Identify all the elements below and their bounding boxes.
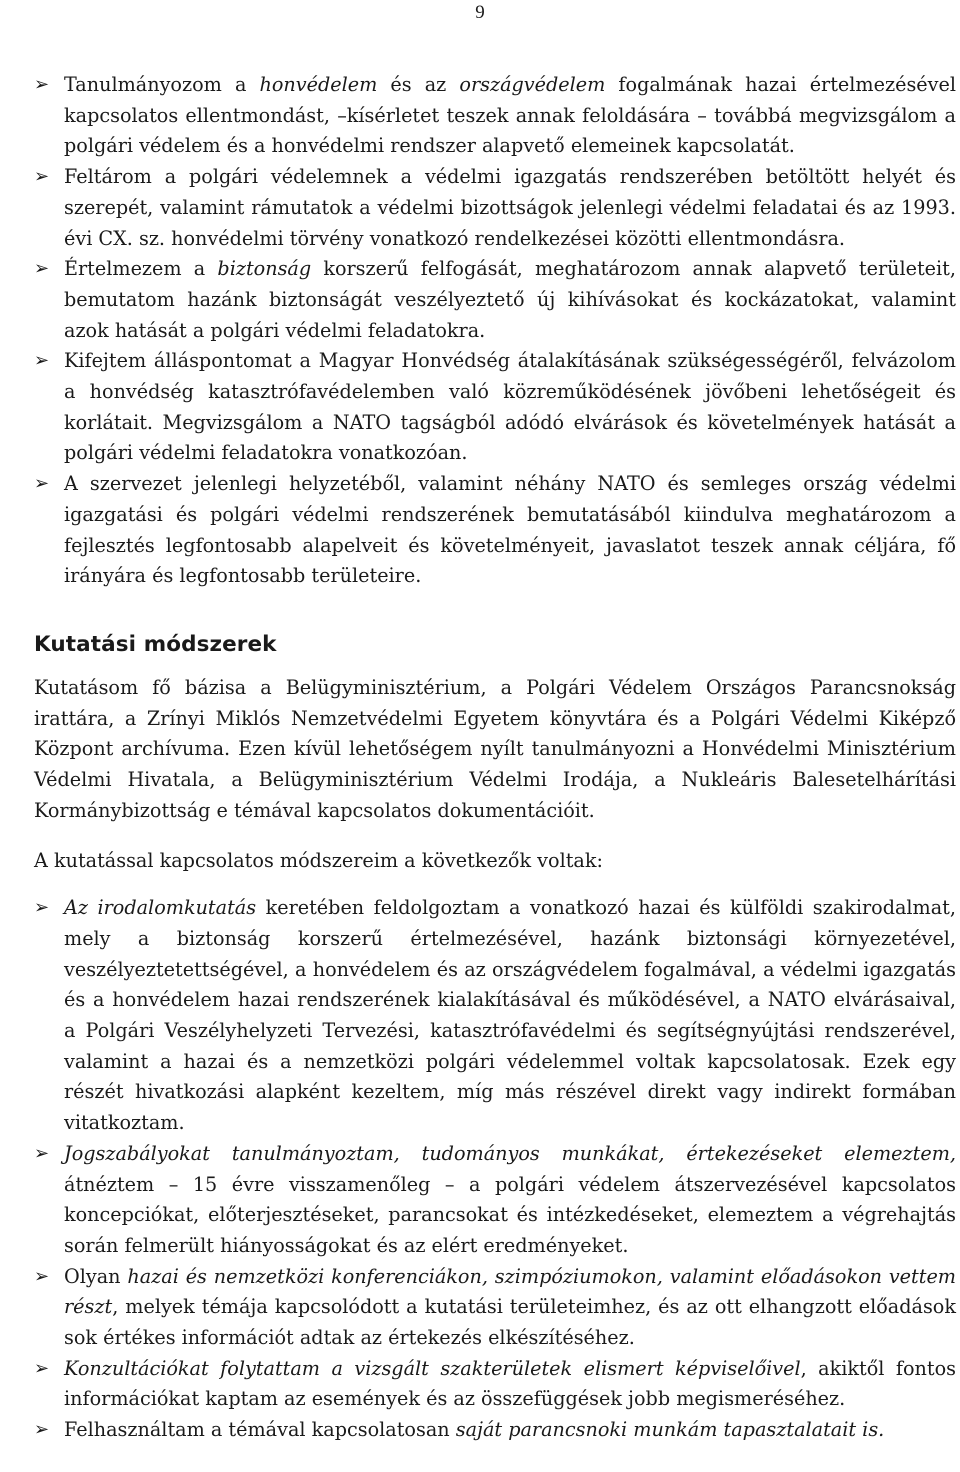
arrow-bullet-icon	[34, 346, 49, 377]
emphasis-text: biztonság	[217, 257, 312, 281]
bullet-text: fogalmának hazai értelmezésével kapcsolatos ellentmondást, –kísérletet teszek annak feloldására – továbbá megvizsgálom a polgári védelem és a honvédelmi rendszer alapvető elemeinek kapcsolatát.	[64, 73, 956, 158]
methods-list	[34, 893, 956, 1446]
bullet-item	[34, 893, 956, 1139]
bullet-item	[34, 254, 956, 346]
bullet-text: Felhasználtam a témával kapcsolatosan	[64, 1418, 456, 1442]
bullet-text: Kifejtem álláspontomat a Magyar Honvédség átalakításának szükségességéről, felvázolom a honvédség katasztrófavédelemben való közreműködésének jövőbeni lehetőségeit és korlátait. Megvizsgálom a NATO tagságból adódó elvárások és követelmények hatását a polgári védelmi feladatokra vonatkozóan.	[64, 349, 956, 465]
bullet-text: , melyek témája kapcsolódott a kutatási területeimhez, és az ott elhangzott előadások sok értékes információt adtak az értekezés elkészítéséhez.	[64, 1295, 956, 1350]
arrow-bullet-icon	[34, 1262, 49, 1293]
bullet-item	[34, 1354, 956, 1415]
arrow-bullet-icon	[34, 1139, 49, 1170]
emphasis-text: hazai és nemzetközi konferenciákon, szimpóziumokon, valamint előadásokon vettem részt	[64, 1264, 956, 1319]
bullet-text: átnéztem – 15 évre visszamenőleg – a polgári védelem átszervezésével kapcsolatos koncepciókat, előterjesztéseket, parancsokat és intézkedéseket, elemeztem a végrehajtás során felmerült hiányosságokat és az elért eredményeket.	[64, 1172, 956, 1257]
bullet-item	[34, 1262, 956, 1354]
arrow-bullet-icon	[34, 893, 49, 924]
bullet-item	[34, 70, 956, 162]
bullet-text: és az	[377, 73, 460, 96]
bullet-text: Tanulmányozom a	[64, 73, 260, 96]
emphasis-text: Az irodalomkutatás	[64, 896, 257, 920]
bullet-item	[34, 346, 956, 469]
arrow-bullet-icon	[34, 70, 49, 101]
emphasis-text: honvédelem	[259, 73, 378, 96]
section-heading: Kutatási módszerek	[34, 631, 277, 657]
emphasis-text: Konzultációkat folytattam a vizsgált szakterületek elismert képviselőivel	[64, 1356, 801, 1380]
emphasis-text: Jogszabályokat tanulmányoztam, tudományos munkákat, értekezéseket elemeztem,	[64, 1141, 956, 1165]
methods-intro: A kutatással kapcsolatos módszereim a következők voltak:	[34, 849, 603, 873]
bullet-item	[34, 1415, 956, 1446]
bullet-text: A szervezet jelenlegi helyzetéből, valamint néhány NATO és semleges ország védelmi igazgatási és polgári védelmi rendszerének bemutatásából kiindulva meghatározom a fejlesztés legfontosabb alapelveit és követelményeit, javaslatot teszek annak céljára, fő irányára és legfontosabb területeire.	[64, 472, 956, 588]
arrow-bullet-icon	[34, 1354, 49, 1385]
arrow-bullet-icon	[34, 162, 49, 193]
bullet-text: keretében feldolgoztam a vonatkozó hazai és külföldi szakirodalmat, mely a biztonság korszerű értelmezésével, hazánk biztonsági környezetével, veszélyeztetettségével, a honvédelem és az országvédelem fogalmával, a védelmi igazgatás és a honvédelem hazai rendszerének kialakításával és működésével, a NATO elvárásaival, a Polgári Veszélyhelyzeti Tervezési, katasztrófavédelmi és segítségnyújtási rendszerével, valamint a hazai és a nemzetközi polgári védelemmel voltak kapcsolatosak. Ezek egy részét hivatkozási alapként kezeltem, míg más részével direkt vagy indirekt formában vitatkoztam.	[64, 896, 956, 1135]
emphasis-text: országvédelem	[459, 73, 606, 96]
arrow-bullet-icon	[34, 469, 49, 500]
arrow-bullet-icon	[34, 254, 49, 285]
bullet-text: Olyan	[64, 1264, 128, 1288]
arrow-bullet-icon	[34, 1415, 49, 1446]
page-number: 9	[475, 2, 485, 23]
bullet-text: Feltárom a polgári védelemnek a védelmi igazgatás rendszerében betöltött helyét és szerepét, valamint rámutatok a védelmi bizottságok jelenlegi védelmi feladatai és az 1993. évi CX. sz. honvédelmi törvény vonatkozó rendelkezései közötti ellentmondásra.	[64, 165, 956, 250]
document-body	[34, 70, 956, 1446]
bullet-item	[34, 162, 956, 254]
objectives-list	[34, 70, 956, 592]
emphasis-text: saját parancsnoki munkám tapasztalatait is.	[455, 1418, 885, 1442]
bullet-item	[34, 1139, 956, 1262]
bullet-text: Értelmezem a	[64, 257, 218, 281]
section-paragraph: Kutatásom fő bázisa a Belügyminisztérium, a Polgári Védelem Országos Parancsnokság irattára, a Zrínyi Miklós Nemzetvédelmi Egyetem könyvtára és a Polgári Védelmi Kiképző Központ archívuma. Ezen kívül lehetőségem nyílt tanulmányozni a Honvédelmi Minisztérium Védelmi Hivatala, a Belügyminisztérium Védelmi Irodája, a Nukleáris Balesetelhárítási Kormánybizottság e témával kapcsolatos dokumentációit.	[34, 675, 956, 822]
bullet-text: , akiktől fontos információkat kaptam az események és az összefüggések jobb megismeréséhez.	[64, 1356, 956, 1411]
bullet-item	[34, 469, 956, 592]
bullet-text: korszerű felfogását, meghatározom annak alapvető területeit, bemutatom hazánk biztonságát veszélyeztető új kihívásokat és kockázatokat, valamint azok hatását a polgári védelmi feladatokra.	[64, 257, 956, 342]
